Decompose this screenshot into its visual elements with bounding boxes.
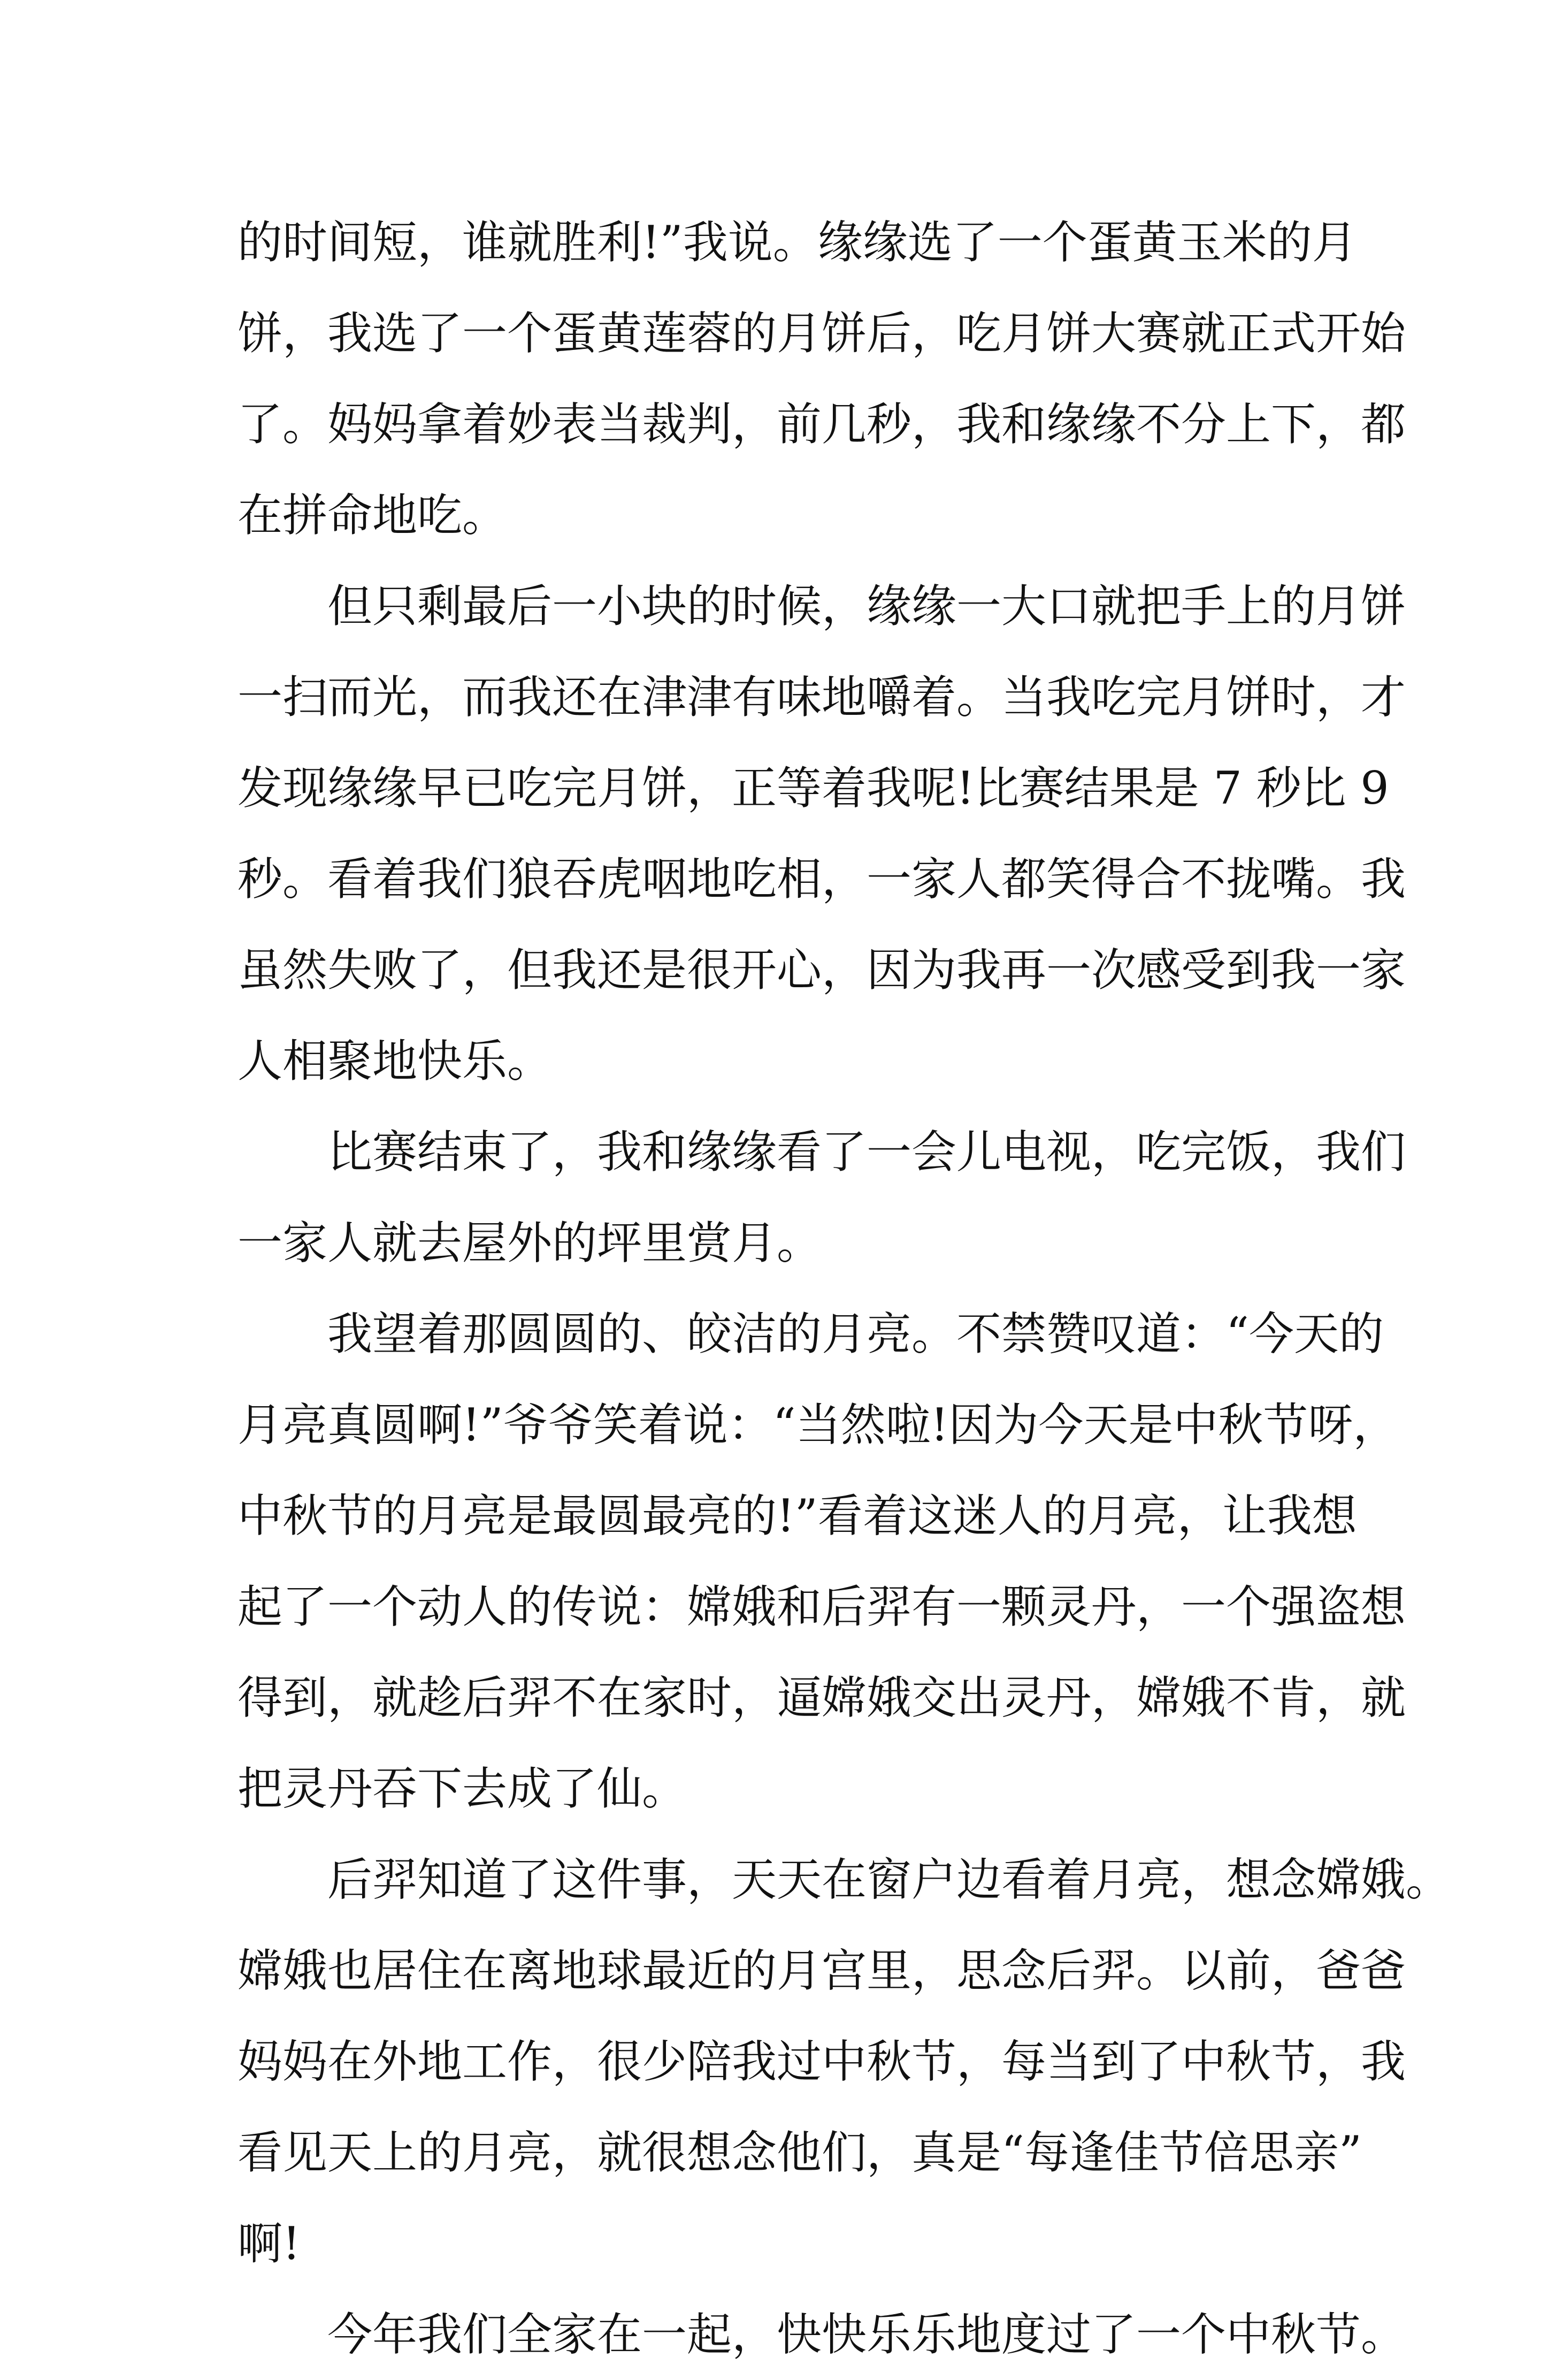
text-line: 我望着那圆圆的、皎洁的月亮。不禁赞叹道：“今天的 — [237, 1308, 1384, 1360]
text-line: 起了一个动人的传说：嫦娥和后羿有一颗灵丹，一个强盗想 — [237, 1581, 1406, 1633]
text-line: 今年我们全家在一起，快快乐乐地度过了一个中秋节。 — [237, 2308, 1406, 2361]
text-line: 嫦娥也居住在离地球最近的月宫里，思念后羿。以前，爸爸 — [237, 1944, 1406, 1997]
text-line: 得到，就趁后羿不在家时，逼嫦娥交出灵丹，嫦娥不肯，就 — [237, 1672, 1406, 1724]
text-line: 啊! — [237, 2217, 301, 2270]
text-line: 但只剩最后一小块的时候，缘缘一大口就把手上的月饼 — [237, 580, 1406, 632]
text-line: 后羿知道了这件事，天天在窗户边看着月亮，想念嫦娥。 — [237, 1853, 1451, 1906]
text-line: 了。妈妈拿着妙表当裁判，前几秒，我和缘缘不分上下，都 — [237, 398, 1406, 451]
text-line: 发现缘缘早已吃完月饼，正等着我呢!比赛结果是 7 秒比 9 — [237, 762, 1389, 814]
text-line: 一扫而光，而我还在津津有味地嚼着。当我吃完月饼时，才 — [237, 671, 1406, 723]
text-line: 比赛结束了，我和缘缘看了一会儿电视，吃完饭，我们 — [237, 1126, 1406, 1178]
text-line: 饼，我选了一个蛋黄莲蓉的月饼后，吃月饼大赛就正式开始 — [237, 307, 1406, 360]
text-line: 月亮真圆啊!”爷爷笑着说：“当然啦!因为今天是中秋节呀， — [237, 1399, 1398, 1451]
text-line: 的时间短，谁就胜利!”我说。缘缘选了一个蛋黄玉米的月 — [237, 216, 1357, 269]
text-line: 虽然失败了，但我还是很开心，因为我再一次感受到我一家 — [237, 944, 1406, 996]
body-text — [237, 197, 1451, 2380]
text-line: 秒。看着我们狼吞虎咽地吃相，一家人都笑得合不拢嘴。我 — [237, 853, 1406, 905]
text-line: 人相聚地快乐。 — [237, 1035, 553, 1087]
text-line: 中秋节的月亮是最圆最亮的!”看着这迷人的月亮，让我想 — [237, 1490, 1357, 1542]
text-line: 把灵丹吞下去成了仙。 — [237, 1763, 687, 1815]
text-line: 一家人就去屋外的坪里赏月。 — [237, 1217, 822, 1269]
text-line: 看见天上的月亮，就很想念他们，真是“每逢佳节倍思亲” — [237, 2126, 1362, 2179]
text-line: 在拼命地吃。 — [237, 489, 508, 541]
text-line: 妈妈在外地工作，很少陪我过中秋节，每当到了中秋节，我 — [237, 2035, 1406, 2088]
